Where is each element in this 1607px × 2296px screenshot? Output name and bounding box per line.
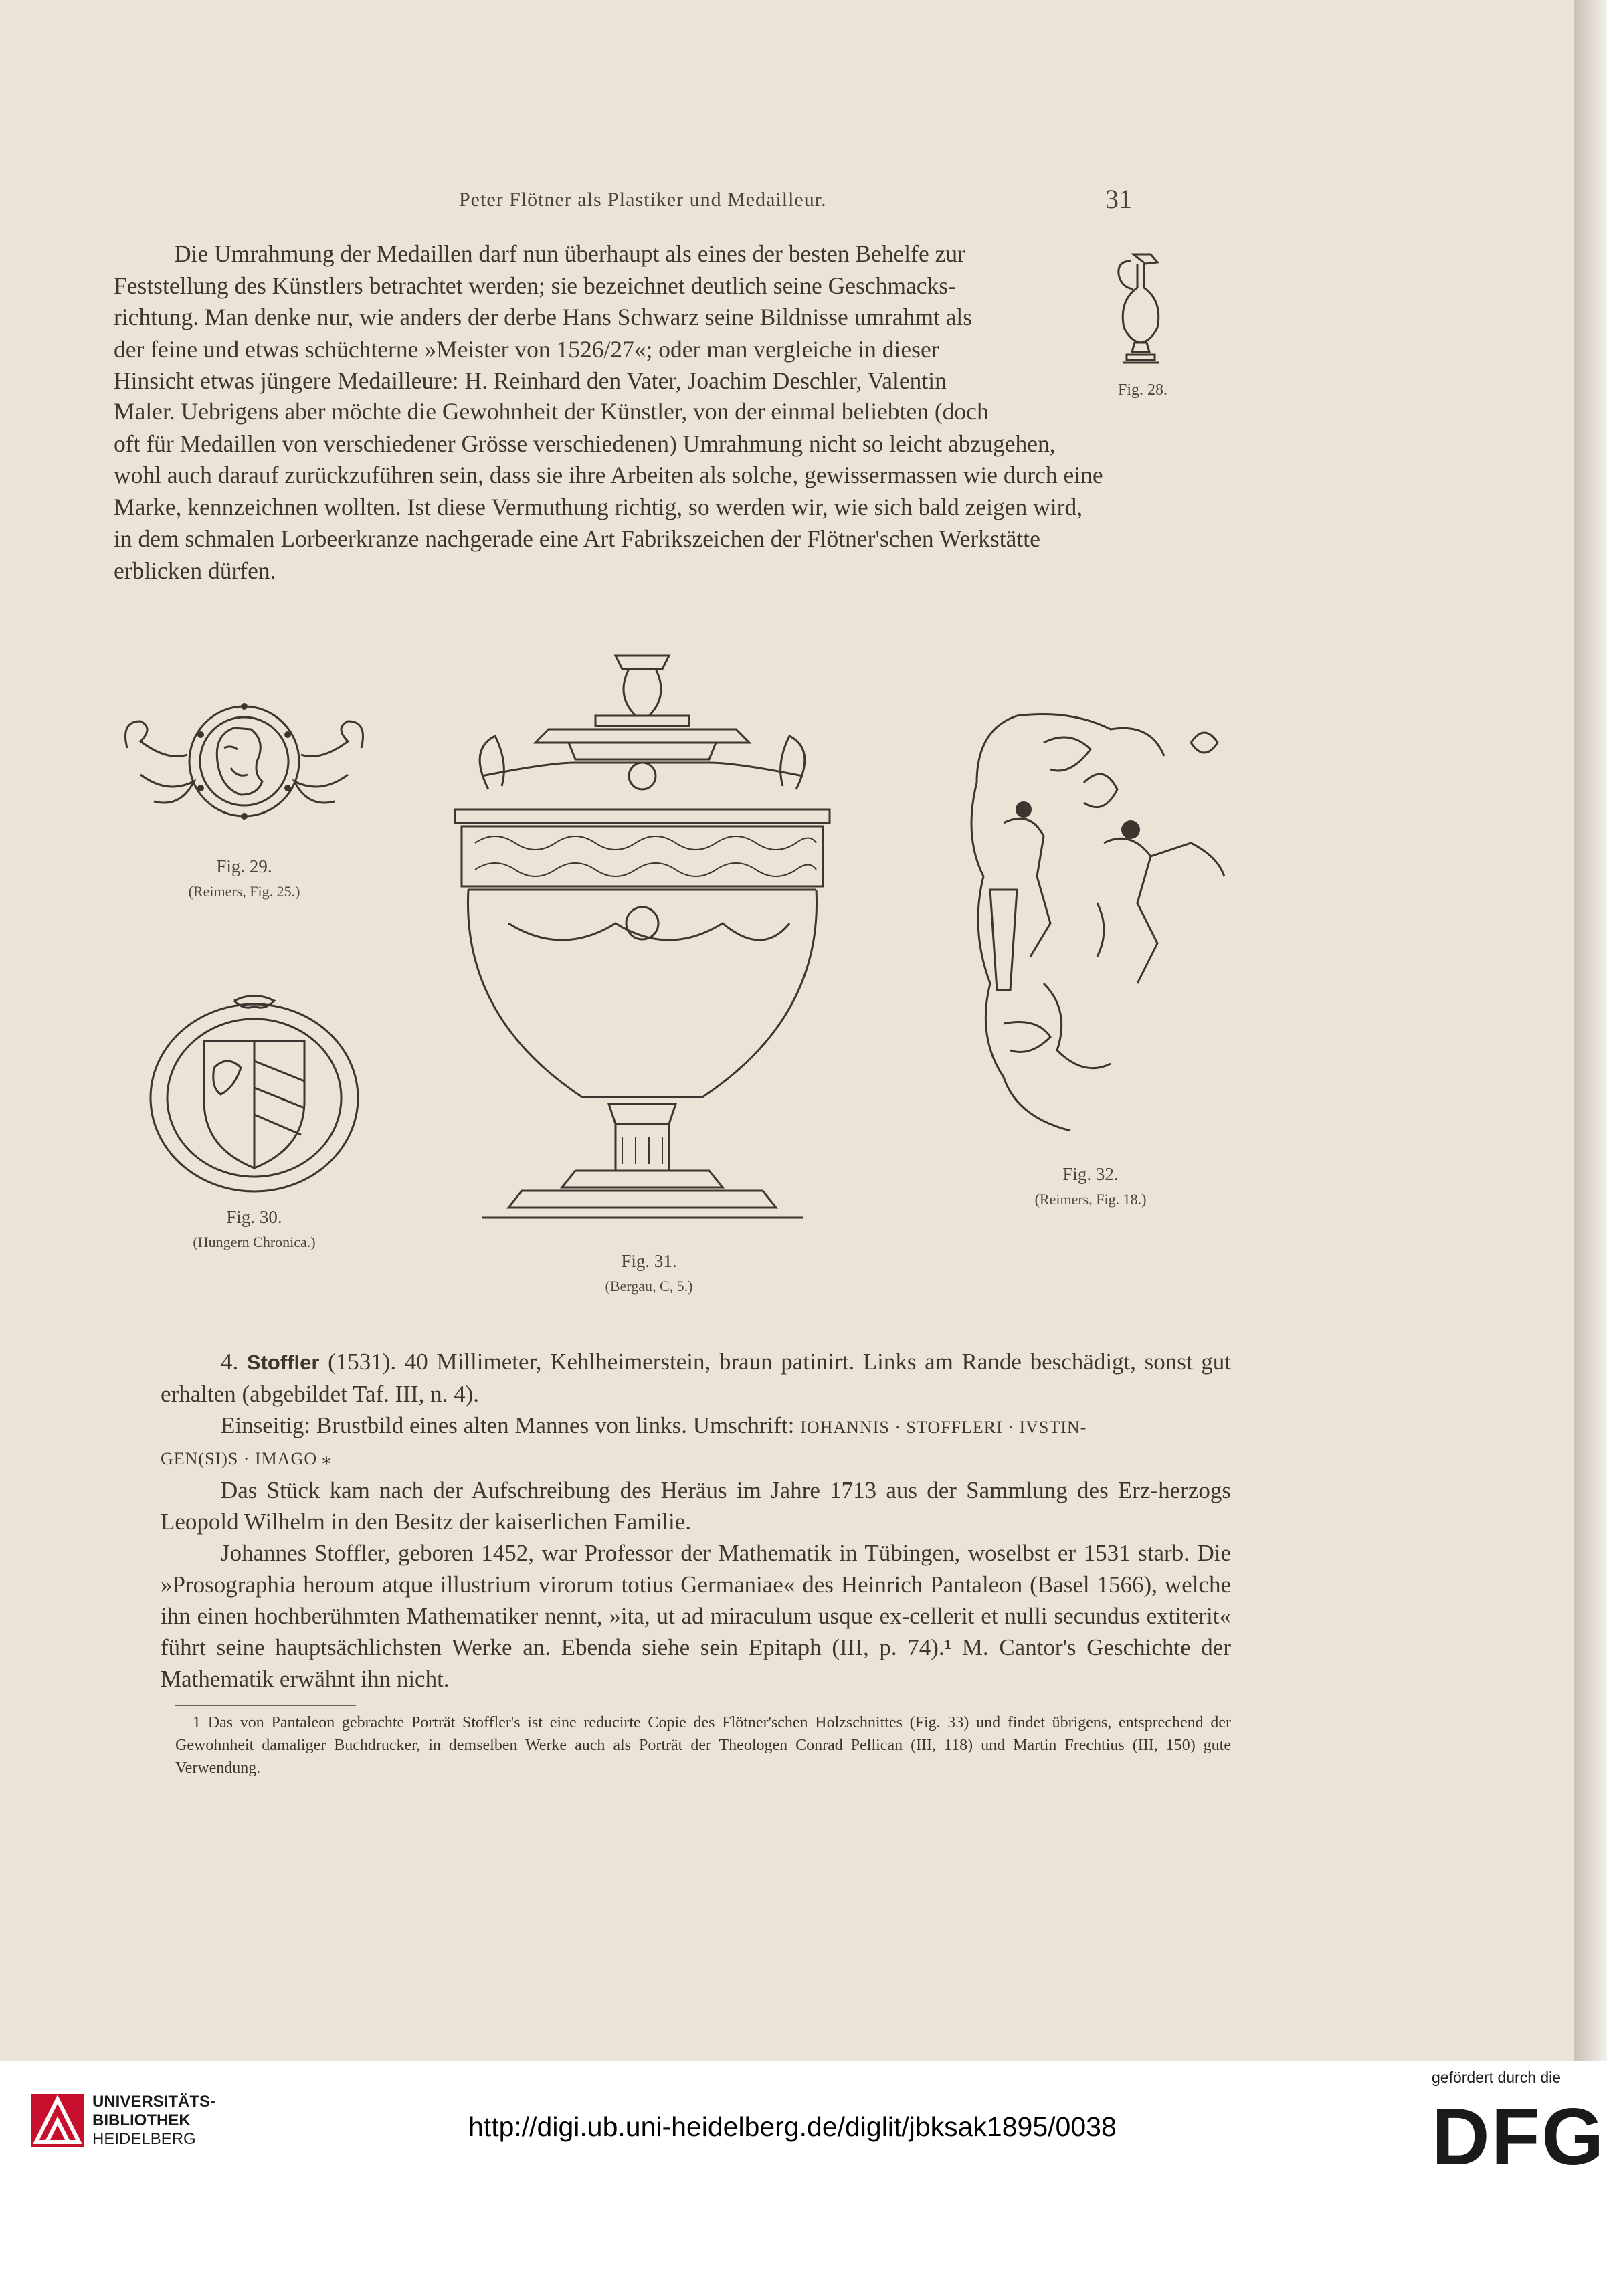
- figure-30-caption: [154, 1204, 355, 1255]
- intro-line: oft für Medaillen von verschiedener Grösse verschiedenen) Umrahmung nicht so leicht abzugehen,: [114, 429, 1056, 457]
- intro-line: wohl auch darauf zurückzuführen sein, dass sie ihre Arbeiten als solche, gewissermassen wie durch eine: [114, 462, 1103, 488]
- coat-of-arms-illustration: [140, 987, 368, 1195]
- intro-line: Marke, kennzeichnen wollten. Ist diese Vermuthung richtig, so werden wir, wie sich bald zeigen wird,: [114, 493, 1083, 520]
- permalink-url[interactable]: http://digi.ub.uni-heidelberg.de/diglit/jbksak1895/0038: [468, 2111, 1117, 2142]
- library-name-line3: HEIDELBERG: [92, 2130, 196, 2148]
- library-name[interactable]: [92, 2093, 215, 2149]
- library-name-line2: BIBLIOTHEK: [92, 2111, 191, 2129]
- running-title: Peter Flötner als Plastiker und Medailleur.: [459, 189, 827, 211]
- figure-31-vase: [415, 642, 870, 1231]
- figure-32-ornament: [937, 702, 1244, 1144]
- ewer-illustration: [1104, 248, 1177, 368]
- figure-30-label: Fig. 30.: [226, 1207, 282, 1227]
- figure-29-source: (Reimers, Fig. 25.): [188, 883, 300, 900]
- library-name-line1: UNIVERSITÄTS-: [92, 2093, 216, 2111]
- figure-31-source: (Bergau, C, 5.): [605, 1278, 693, 1295]
- footnote-rule: [175, 1705, 356, 1706]
- figure-30-coat-of-arms: [140, 987, 368, 1195]
- entry-heading: [161, 1346, 1231, 1410]
- page-number: 31: [1105, 184, 1132, 214]
- figure-32-source: (Reimers, Fig. 18.): [1034, 1191, 1147, 1208]
- entry-number: 4.: [221, 1349, 239, 1375]
- intro-line: Die Umrahmung der Medaillen darf nun überhaupt als eines der besten Behelfe zur: [174, 240, 965, 267]
- entry-name: Stoffler: [246, 1351, 320, 1374]
- figure-28-caption: [1103, 377, 1183, 403]
- page-edge-shadow: [1574, 0, 1607, 2061]
- intro-paragraph-bottom: [114, 396, 1184, 587]
- intro-line: in dem schmalen Lorbeerkranze nachgerade eine Art Fabrikszeichen der Flötner'schen Werkstätte: [114, 525, 1040, 552]
- ornament-figures-illustration: [937, 702, 1244, 1144]
- intro-line: der feine und etwas schüchterne »Meister von 1526/27«; oder man vergleiche in dieser: [114, 335, 939, 363]
- figure-28-label: Fig. 28.: [1117, 381, 1167, 399]
- intro-line: Feststellung des Künstlers betrachtet werden; sie bezeichnet deutlich seine Geschmacks-: [114, 272, 956, 299]
- entry-inscription: [161, 1410, 1231, 1443]
- figure-31-caption: [569, 1248, 729, 1299]
- intro-line: Hinsicht etwas jüngere Medailleure: H. Reinhard den Vater, Joachim Deschler, Valentin: [114, 367, 947, 394]
- intro-line: richtung. Man denke nur, wie anders der derbe Hans Schwarz seine Bildnisse umrahmt als: [114, 304, 973, 330]
- footnote-text: 1 Das von Pantaleon gebrachte Porträt Stoffler's ist eine reducirte Copie des Flötner'schen Holzschnittes (Fig. 33) und findet übrigens, entsprechend der Gewohnheit damaliger Buchdrucker, in demselben Werke auch als Porträt der Theologen Conrad Pellican (III, 118) und Martin Frechtius (III, 150) gute Verwendung.: [175, 1714, 1231, 1777]
- funding-note: gefördert durch die: [1432, 2069, 1562, 2086]
- figure-31-label: Fig. 31.: [621, 1251, 677, 1271]
- figure-32-caption: [1004, 1161, 1177, 1212]
- intro-paragraph-top: [114, 238, 1084, 397]
- figure-29-caption: [154, 854, 335, 904]
- medallion-head-illustration: [114, 694, 375, 828]
- inscription-text-a: IOHANNIS · STOFFLERI · IVSTIN-: [800, 1418, 1087, 1437]
- vase-illustration: [415, 642, 870, 1231]
- inscription-text-b: GEN(SI)S · IMAGO ⁎: [161, 1449, 332, 1468]
- inscription-intro: Einseitig: Brustbild eines alten Mannes von links. Umschrift:: [221, 1412, 795, 1438]
- figure-29-label: Fig. 29.: [216, 856, 272, 876]
- intro-line: Maler. Uebrigens aber möchte die Gewohnheit der Künstler, von der einmal beliebten (doch: [114, 398, 989, 425]
- intro-line: erblicken dürfen.: [114, 557, 276, 584]
- figure-32-label: Fig. 32.: [1062, 1164, 1119, 1184]
- figure-29-medallion: [114, 694, 375, 828]
- entry-provenance: Das Stück kam nach der Aufschreibung des Heräus im Jahre 1713 aus der Sammlung des Erz-herzogs Leopold Wilhelm in den Besitz der kaiserlichen Familie.: [161, 1477, 1231, 1535]
- entry-description: (1531). 40 Millimeter, Kehlheimerstein, braun patinirt. Links am Rande beschädigt, sonst gut erhalten (abgebildet Taf. III, n. 4).: [161, 1349, 1232, 1407]
- footer-bar: [0, 2061, 1607, 2296]
- figure-28-ewer: [1104, 248, 1177, 368]
- university-library-logo-icon[interactable]: [29, 2093, 86, 2152]
- footnote: [175, 1711, 1231, 1780]
- figure-30-source: (Hungern Chronica.): [193, 1234, 316, 1250]
- library-emblem-icon: [29, 2093, 86, 2149]
- dfg-logo[interactable]: DFG: [1432, 2092, 1606, 2182]
- catalogue-entry: [161, 1346, 1231, 1695]
- entry-biography: Johannes Stoffler, geboren 1452, war Professor der Mathematik in Tübingen, woselbst er 1531 starb. Die »Prosographia heroum atque illustrium virorum totius Germaniae« des Heinrich Pantaleon (Basel 1566), welche ihn einen hochberühmten Mathematiker nennt, »ita, ut ad miraculum usque ex-cellerit et nulli secundus extiterit« führt seine hauptsächlichsten Werke an. Ebenda siehe sein Epitaph (III, p. 74).¹ M. Cantor's Geschichte der Mathematik erwähnt ihn nicht.: [161, 1540, 1231, 1692]
